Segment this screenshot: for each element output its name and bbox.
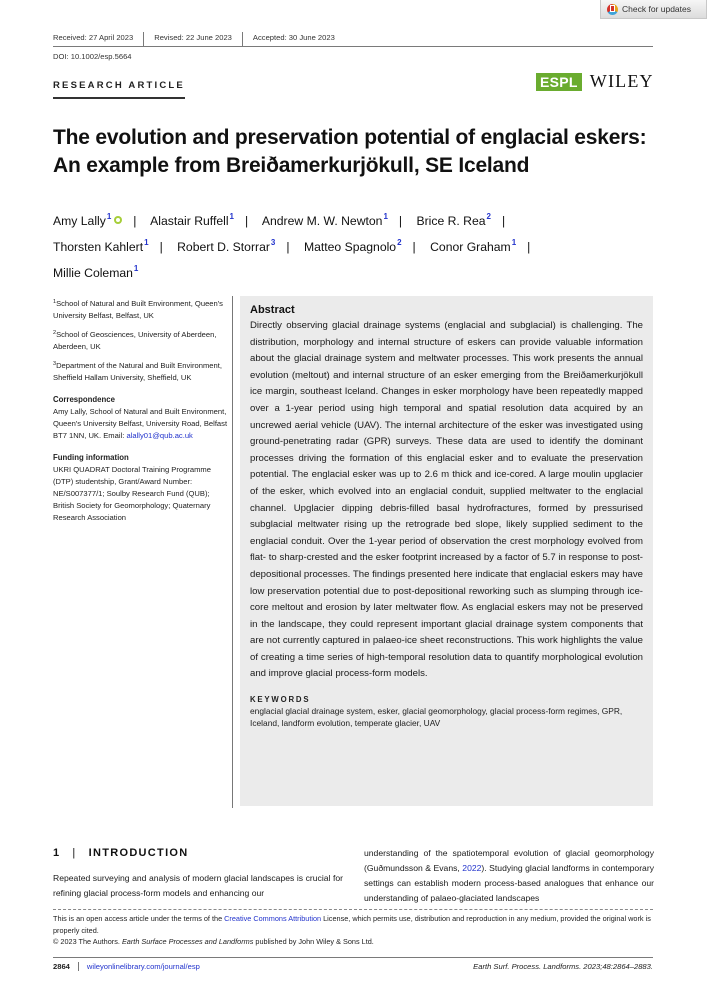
author[interactable]: Alastair Ruffell$^1$ — [150, 212, 234, 228]
journal-citation: Earth Surf. Process. Landforms. 2023;48:2864–2883. — [473, 962, 653, 971]
espl-logo: ESPL — [536, 73, 582, 91]
author[interactable]: Conor Graham$^1$ — [430, 238, 517, 254]
cc-license-link[interactable]: Creative Commons Attribution — [224, 914, 322, 923]
affiliation: $^3$Department of the Natural and Built Environment, Sheffield Hallam University, Sheffield, UK — [53, 361, 222, 382]
author[interactable]: Millie Coleman$^1$ — [53, 264, 139, 280]
revised-date: Revised: 22 June 2023 — [143, 32, 242, 46]
author[interactable]: Matteo Spagnolo$^2$ — [303, 238, 402, 254]
affiliation-ref[interactable]: 1 — [383, 212, 388, 221]
journal-logo — [536, 71, 654, 92]
affiliation-ref[interactable]: 1 — [133, 264, 139, 273]
column-divider — [232, 296, 233, 808]
affiliation-ref[interactable]: 1 — [144, 238, 149, 247]
intro-paragraph-right: understanding of the spatiotemporal evolution of glacial geomorphology (Guðmundsson & Evans, 2022). Studying glacial landforms in contemporary settings can establish modern process-based analogues that enhance our understanding of palaeo-glaciated landscapes — [364, 848, 654, 903]
article-title — [53, 124, 673, 180]
author[interactable]: Andrew M. W. Newton$^1$ — [261, 212, 388, 228]
page-number: 2864 — [53, 962, 79, 971]
correspondence-text: Amy Lally, School of Natural and Built Environment, Queen's University Belfast, University Road, Belfast BT7 1NN, UK. Email: alally01@qub.ac.uk — [53, 407, 228, 440]
wiley-logo: WILEY — [589, 71, 654, 91]
intro-paragraph-left: Repeated surveying and analysis of modern glacial landscapes is crucial for refining glacial process-form models and enhancing our — [53, 873, 343, 898]
author[interactable]: Brice R. Rea$^2$ — [416, 212, 491, 228]
abstract-box — [240, 296, 653, 806]
author-separator: | — [527, 240, 531, 254]
title-line-2: An example from Breiðamerkurjökull, SE Iceland — [53, 154, 530, 177]
author[interactable]: Robert D. Storrar$^3$ — [177, 238, 276, 254]
doi: DOI: 10.1002/esp.5664 — [53, 52, 132, 61]
author-separator: | — [244, 214, 249, 228]
article-type: RESEARCH ARTICLE — [53, 80, 185, 99]
check-for-updates-button[interactable] — [600, 0, 707, 19]
footnote-divider — [53, 909, 653, 910]
author-separator: | — [502, 214, 506, 228]
funding-text: UKRI QUADRAT Doctoral Training Programme (DTP) studentship, Grant/Award Number: NE/S007377/1; Soulby Research Fund (QUB); British Society for Geomorphology; Quaternary Research Association — [53, 465, 211, 522]
article-history — [53, 32, 653, 47]
affiliation-ref[interactable]: 1 — [106, 212, 112, 221]
keywords: englacial glacial drainage system, esker, glacial geomorphology, glacial process-form regimes, GPR, Iceland, landform evolution, temperate glacier, UAV — [250, 706, 623, 729]
article-sidebar — [53, 296, 228, 524]
affiliation-ref[interactable]: 3 — [270, 238, 276, 247]
citation-link[interactable]: 2022 — [462, 863, 482, 873]
author[interactable]: Amy Lally$^1$ — [53, 214, 122, 228]
email-link[interactable]: alally01@qub.ac.uk — [126, 431, 193, 440]
footer-divider — [53, 957, 653, 958]
affiliation-ref[interactable]: 2 — [397, 238, 402, 247]
author-list — [53, 206, 653, 284]
affiliation-ref[interactable]: 1 — [511, 238, 517, 247]
author-separator: | — [159, 240, 163, 254]
section-heading-introduction: 1 | INTRODUCTION — [53, 847, 189, 859]
correspondence-heading: Correspondence — [53, 395, 115, 404]
crossmark-icon — [607, 3, 618, 16]
author[interactable]: Thorsten Kahlert$^1$ — [53, 238, 149, 254]
affiliation: $^1$School of Natural and Built Environment, Queen's University Belfast, Belfast, UK — [53, 299, 223, 320]
author-separator: | — [133, 214, 137, 228]
author-separator: | — [398, 214, 403, 228]
funding-heading: Funding information — [53, 453, 129, 462]
author-separator: | — [412, 240, 416, 254]
affiliation-ref[interactable]: 2 — [486, 212, 491, 221]
accepted-date: Accepted: 30 June 2023 — [242, 32, 345, 46]
page-footer — [53, 962, 653, 971]
abstract-heading: Abstract — [250, 304, 295, 316]
title-line-1: The evolution and preservation potential of englacial eskers: — [53, 126, 647, 149]
check-for-updates-label: Check for updates — [622, 4, 691, 14]
affiliation: $^2$School of Geosciences, University of Aberdeen, Aberdeen, UK — [53, 330, 217, 351]
journal-url-link[interactable]: wileyonlinelibrary.com/journal/esp — [86, 962, 200, 971]
affiliation-ref[interactable]: 1 — [229, 212, 234, 221]
license-notice: This is an open access article under the terms of the Creative Commons Attribution License, which permits use, distribution and reproduction in any medium, provided the original work is properly cited. © 2023 The Authors. Earth Surface Processes and Landforms published by John Wiley & Sons Ltd. — [53, 914, 651, 946]
orcid-icon[interactable] — [114, 216, 122, 224]
keywords-heading: KEYWORDS — [250, 695, 311, 705]
received-date: Received: 27 April 2023 — [53, 33, 134, 42]
abstract-text: Directly observing glacial drainage systems (englacial and subglacial) is challenging. The distribution, morphology and internal structure of eskers can provide valuable information about the glacial drainage system and meltwater processes. This work presents the annual evolution (meltout) and internal structure of an esker emerging from the Breiðamerkurjökull ice margin, southeast Iceland. Changes in esker morphology have been repeatedly mapped over a 1-year period using high temporal and spatial resolution data acquired by an uncrewed aerial vehicle (UAV). The internal architecture of the esker was investigated using ground-penetrating radar (GPR) surveys. These data are used to identify the dominant processes driving the formation of this englacial esker and to evaluate the preservation potential. The englacial esker was up to 2.6 m thick and ice-cored. A large moulin upglacier of the esker, which evolved into an englacial conduit, supplied meltwater to the englacial channel. Upglacier dipping debris-filled basal hydrofractures, formed by pressurised subglacial meltwater rising up the retrograde bed slope, likely supplied sediment to the englacial conduit. Over the 1-year period of observation the crest morphology evolved from flat- to sharp-crested and the esker footprint increased by a factor of 5.7 in response to post-depositional processes. The findings presented here indicate that englacial eskers may have low preservation potential due to post-depositional reworking such as slumping through ice-core meltout and erosion by later meltwater flow. As englacial eskers may not be preserved in the landscape, they could represent important glacial drainage system components that are not currently captured in palaeo-ice sheet reconstructions. This work highlights the value of creating a time series of high-temporal resolution data to quantify morphological evolution and improve glacial process-form models. — [250, 320, 643, 680]
author-separator: | — [286, 240, 290, 254]
